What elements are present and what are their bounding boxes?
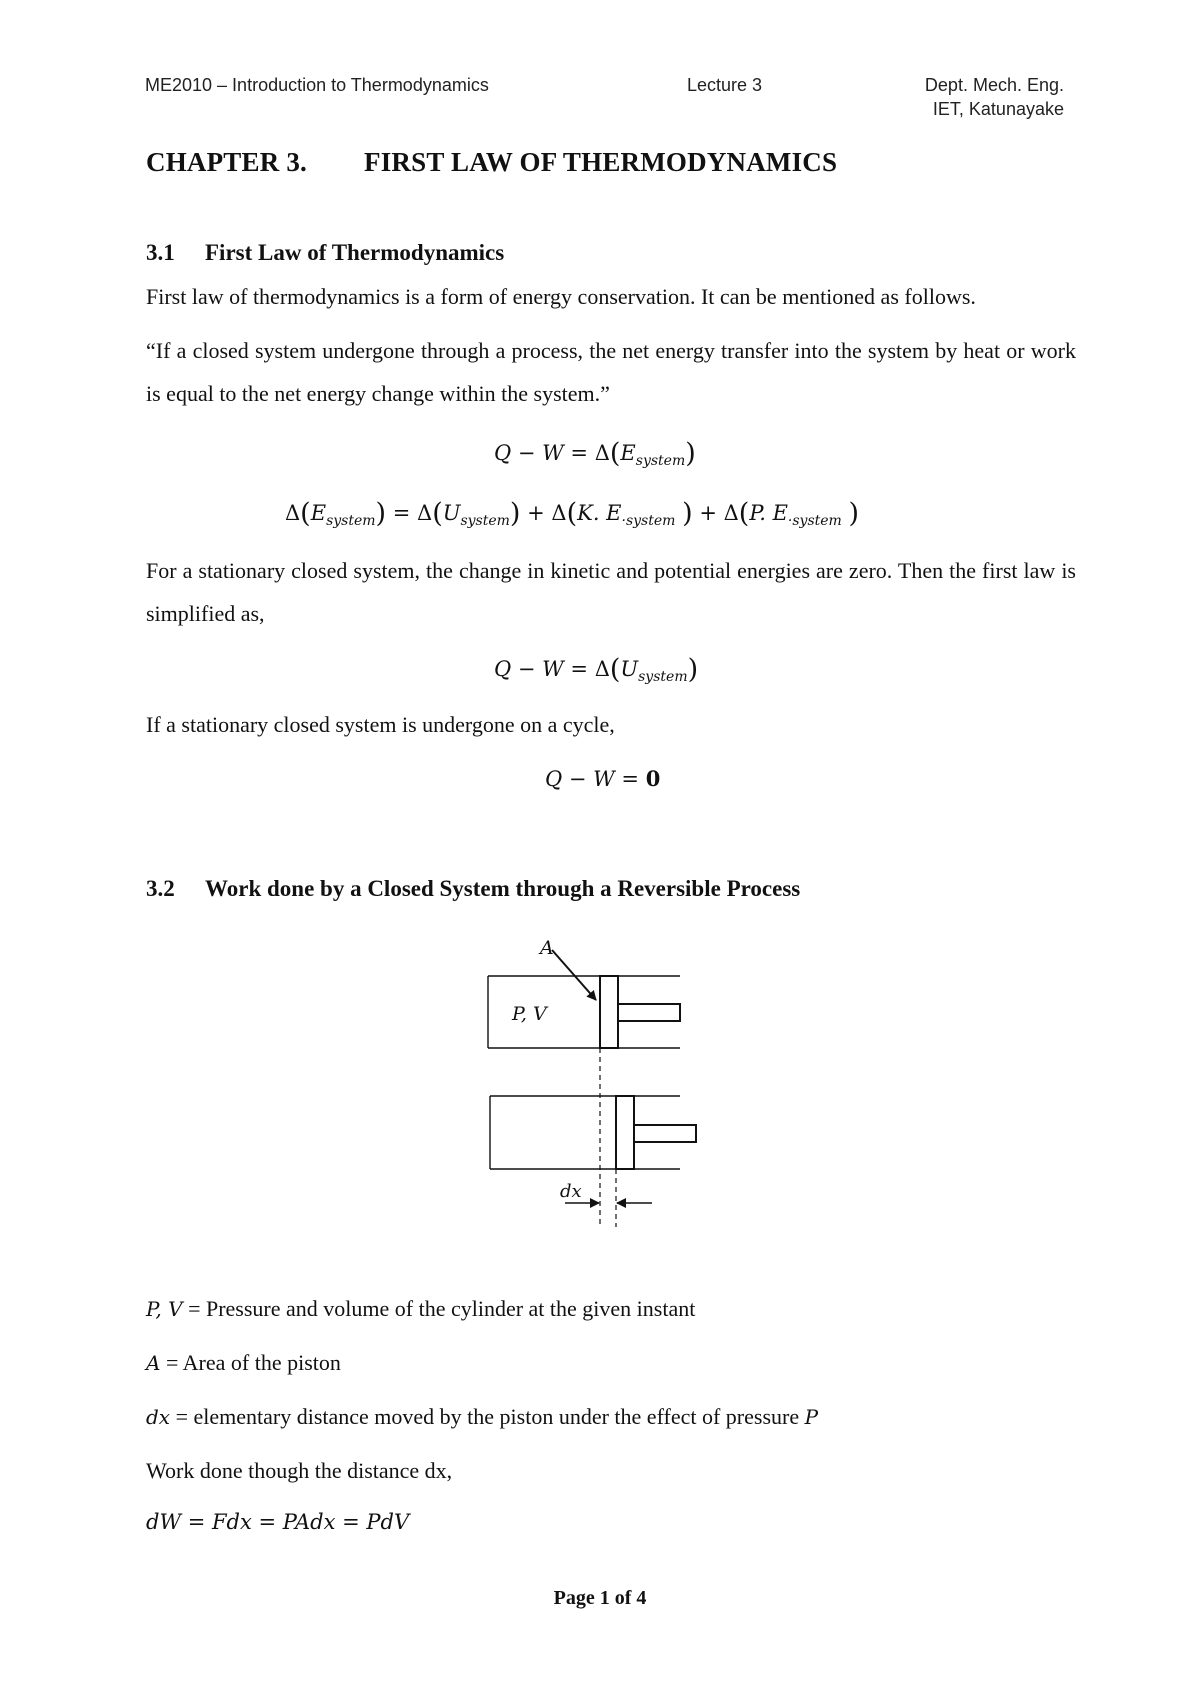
intro-paragraph: First law of thermodynamics is a form of energy conservation. It can be mentioned as follows. <box>146 284 976 309</box>
equation-work: dW = Fdx = PAdx = PdV <box>146 1510 410 1534</box>
definition-dx <box>146 1404 818 1430</box>
section-title: First Law of Thermodynamics <box>205 240 505 265</box>
a-symbol: A <box>146 1351 161 1375</box>
pv-text: = Pressure and volume of the cylinder at the given instant <box>188 1296 696 1321</box>
quote-paragraph: “If a closed system undergone through a process, the net energy transfer into the system by heat or work is equal to the net energy change within the system.” <box>146 338 1076 406</box>
arrow-area-icon <box>552 950 596 1000</box>
definition-pv <box>146 1296 695 1322</box>
chapter-title: FIRST LAW OF THERMODYNAMICS <box>364 147 838 177</box>
equation-first-law: $Q - W = \Delta(E_{system})$ <box>494 438 696 469</box>
equation-energy-breakdown: $\Delta(E_{system}) = \Delta(U_{system}) + \Delta(K$. $E_{\cdot system}$ ) + Δ(P. $E_{\cdot system}$ ) <box>285 498 860 529</box>
chapter-number: CHAPTER 3. <box>146 147 308 177</box>
section-title-2: Work done by a Closed System through a Reversible Process <box>205 876 801 901</box>
a-text: = Area of the piston <box>165 1350 341 1375</box>
work-text: Work done though the distance dx, <box>146 1458 453 1483</box>
definition-area <box>146 1350 341 1376</box>
bottom-piston <box>616 1096 634 1169</box>
stationary-paragraph: For a stationary closed system, the change in kinetic and potential energies are zero. Then the first law is simplified as, <box>146 558 1076 626</box>
dx-text: = elementary distance moved by the piston under the effect of pressure <box>175 1404 800 1429</box>
header-lecture: Lecture 3 <box>687 75 763 95</box>
piston-cylinder-figure <box>480 930 740 1230</box>
equation-cycle: Q − W = 0 <box>545 766 661 791</box>
bottom-piston-rod <box>634 1125 696 1142</box>
header-course: ME2010 – Introduction to Thermodynamics <box>145 75 489 95</box>
figure-label-dx: dx <box>560 1181 582 1202</box>
header-dept: Dept. Mech. Eng. <box>924 75 1064 95</box>
pv-symbol: P, V <box>146 1297 183 1321</box>
header-institute: IET, Katunayake <box>932 99 1064 119</box>
section-number: 3.1 <box>146 240 175 265</box>
section-number-2: 3.2 <box>146 876 175 901</box>
dx-p-symbol: P <box>804 1405 819 1429</box>
dx-symbol: dx <box>146 1405 171 1429</box>
cycle-paragraph: If a stationary closed system is undergone on a cycle, <box>146 712 615 737</box>
figure-label-pv: P, V <box>512 1003 547 1025</box>
page-number: Page 1 of 4 <box>553 1587 647 1609</box>
figure-label-area: A <box>540 937 554 959</box>
top-piston-rod <box>618 1004 680 1021</box>
top-piston <box>600 976 618 1048</box>
equation-stationary: $Q - W = \Delta(U_{system})$ <box>494 654 699 685</box>
